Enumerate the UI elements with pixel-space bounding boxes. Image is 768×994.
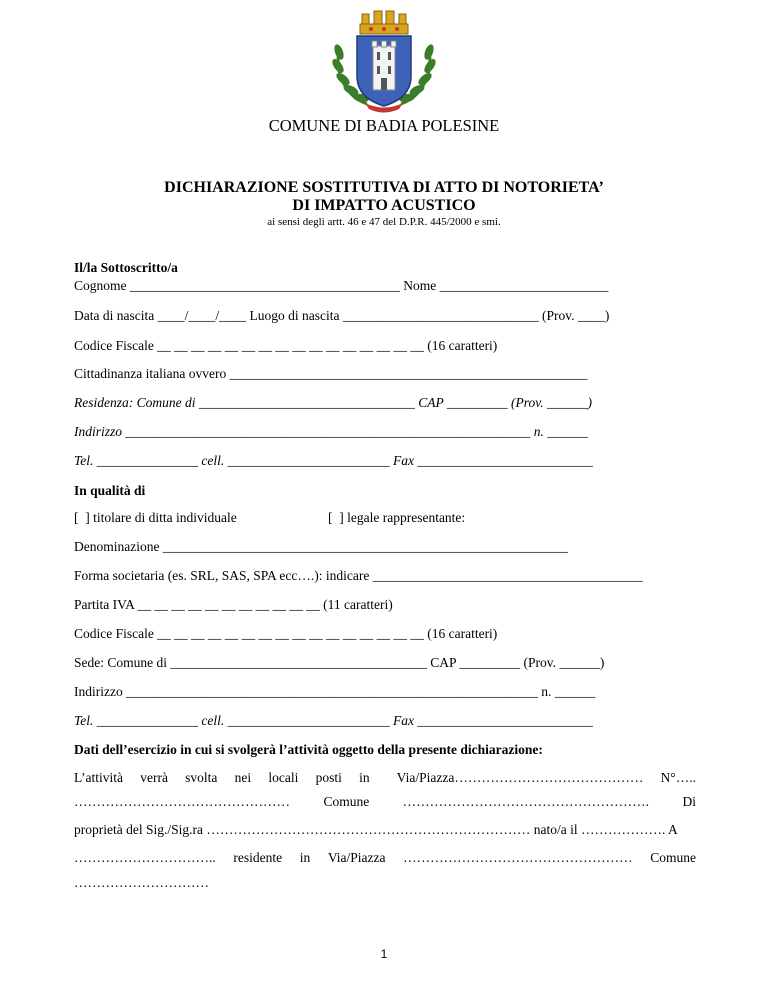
- field-cognome-nome[interactable]: Cognome ________________________________________ Nome _________________________: [74, 278, 609, 293]
- field-nascita[interactable]: Data di nascita ____/____/____ Luogo di nascita _____________________________ (Prov. ____): [74, 308, 610, 323]
- title-line-1: DICHIARAZIONE SOSTITUTIVA DI ATTO DI NOTORIETA’: [164, 179, 604, 196]
- section-heading-qualita: In qualità di: [74, 483, 146, 498]
- title-line-2: DI IMPATTO ACUSTICO: [292, 197, 476, 214]
- field-codice-fiscale-ditta[interactable]: Codice Fiscale __ __ __ __ __ __ __ __ __ __ __ __ __ __ __ __ (16 caratteri): [74, 626, 498, 641]
- field-contatti[interactable]: Tel. _______________ cell. ________________________ Fax __________________________: [74, 453, 593, 468]
- field-partita-iva[interactable]: Partita IVA __ __ __ __ __ __ __ __ __ __ __ (11 caratteri): [74, 597, 393, 612]
- paragraph-row-4: ………………………….. residente in Via/Piazza …………………………………………… Comune: [74, 850, 696, 865]
- field-indirizzo[interactable]: Indirizzo ____________________________________________________________ n. ______: [74, 424, 588, 439]
- section-heading-esercizio: Dati dell’esercizio in cui si svolgerà l’attività oggetto della presente dichiarazione:: [74, 742, 543, 757]
- field-sede[interactable]: Sede: Comune di ______________________________________ CAP _________ (Prov. ______): [74, 655, 605, 670]
- checkbox-titolare[interactable]: [ ] titolare di ditta individuale: [74, 510, 237, 525]
- field-contatti-ditta[interactable]: Tel. _______________ cell. ________________________ Fax __________________________: [74, 713, 593, 728]
- municipality-name: COMUNE DI BADIA POLESINE: [268, 116, 500, 135]
- field-cittadinanza[interactable]: Cittadinanza italiana ovvero _____________________________________________________: [74, 366, 588, 381]
- checkbox-legale-rappresentante[interactable]: [ ] legale rappresentante:: [328, 510, 466, 525]
- municipal-crest-emblem: [327, 8, 441, 114]
- paragraph-row-5: …………………………: [74, 875, 209, 890]
- field-indirizzo-sede[interactable]: Indirizzo _____________________________________________________________ n. ______: [74, 684, 596, 699]
- paragraph-row-2: ………………………………………… Comune ………………………………………………. Di: [74, 794, 696, 809]
- field-codice-fiscale[interactable]: Codice Fiscale __ __ __ __ __ __ __ __ __ __ __ __ __ __ __ __ (16 caratteri): [74, 338, 498, 353]
- paragraph-row-3: proprietà del Sig./Sig.ra ……………………………………………………………… nato/a il ………………. A: [74, 822, 678, 837]
- document-subtitle: ai sensi degli artt. 46 e 47 del D.P.R. 445/2000 e smi.: [267, 216, 501, 228]
- document-title: [0, 179, 768, 215]
- field-residenza[interactable]: Residenza: Comune di ________________________________ CAP _________ (Prov. ______): [74, 395, 592, 410]
- field-forma-societaria[interactable]: Forma societaria (es. SRL, SAS, SPA ecc….): indicare ________________________________________: [74, 568, 643, 583]
- paragraph-row-1: L’attività verrà svolta nei locali posti in Via/Piazza…………………………………… N°…..: [74, 770, 696, 785]
- field-denominazione[interactable]: Denominazione ____________________________________________________________: [74, 539, 568, 554]
- page-number: 1: [380, 947, 388, 961]
- section-heading-sottoscritto: Il/la Sottoscritto/a: [74, 260, 178, 275]
